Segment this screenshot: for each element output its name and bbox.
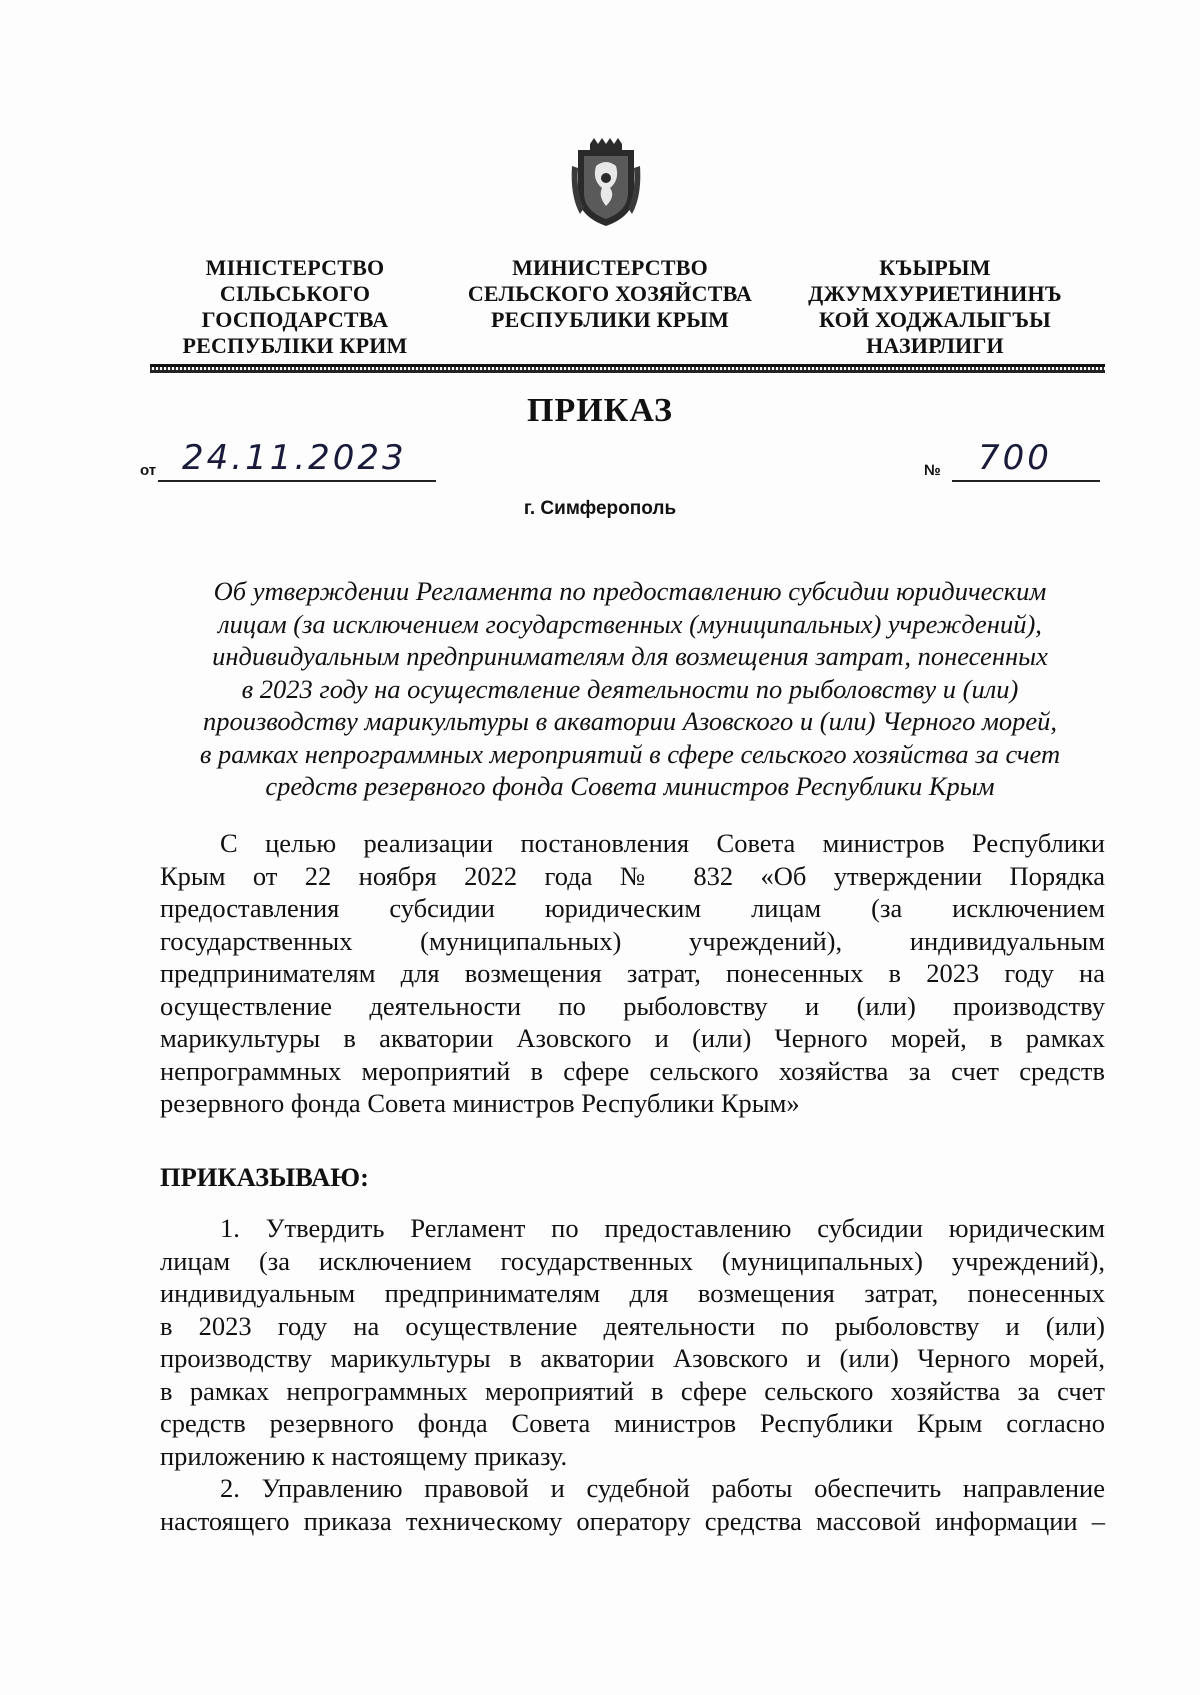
text-line: осуществление деятельности по рыболовству и (или) производству [160,990,1105,1021]
subject-line: индивидуальным предпринимателям для возмещения затрат, понесенных [212,641,1048,671]
header-line: РЕСПУБЛІКИ КРИМ [182,333,408,358]
text-line: лицам (за исключением государственных (муниципальных) учреждений), [160,1245,1105,1276]
handwritten-date: 24.11.2023 [182,438,407,478]
text-line: средств резервного фонда Совета министров Республики Крым согласно [160,1408,1105,1438]
subject-line: Об утверждении Регламента по предоставлению субсидии юридическим [213,576,1047,606]
text-line: в рамках непрограммных мероприятий в сфере сельского хозяйства за счет [160,1375,1105,1406]
header-line: СІЛЬСЬКОГО [219,281,371,306]
text-line: резервного фонда Совета министров Республики Крым» [160,1088,800,1118]
header-line: РЕСПУБЛИКИ КРЫМ [490,307,730,332]
text-line: государственных (муниципальных) учреждений), индивидуальным [160,925,1105,956]
subject-line: в 2023 году на осуществление деятельности по рыболовству и (или) [241,673,1019,704]
header-line: ГОСПОДАРСТВА [201,307,389,332]
text-line: 1. Утвердить Регламент по предоставлению субсидии юридическим [220,1213,1105,1243]
header-line: СЕЛЬСКОГО ХОЗЯЙСТВА [467,281,753,306]
order-directive-heading: ПРИКАЗЫВАЮ: [160,1162,369,1192]
order-item-2 [160,1472,1105,1537]
text-line: марикультуры в акватории Азовского и (или) Черного морей, в рамках [160,1023,1105,1053]
header-ministry-crimean-tatar [790,255,1080,359]
number-prefix-label: № [924,462,941,479]
header-line: ДЖУМХУРИЕТИНИНЪ [808,281,1062,306]
text-line: Крым от 22 ноября 2022 года № 832 «Об утверждении Порядка [160,860,1105,891]
order-subject [150,575,1110,803]
header-line: КЪЫРЫМ [879,255,991,280]
order-item-1 [160,1212,1105,1472]
subject-line: производству марикультуры в акватории Азовского и (или) Черного морей, [202,706,1058,736]
subject-line: средств резервного фонда Совета министров Республики Крым [265,771,995,801]
text-line: 2. Управлению правовой и судебной работы обеспечить направление [220,1473,1105,1503]
text-line: производству марикультуры в акватории Азовского и (или) Черного морей, [160,1343,1105,1373]
text-line: предоставления субсидии юридическим лицам (за исключением [160,893,1105,923]
header-line: МІНІСТЕРСТВО [205,255,385,280]
header-divider [150,364,1105,373]
header-ministry-russian [445,255,775,333]
date-prefix-label: от [140,462,157,479]
text-line: непрограммных мероприятий в сфере сельского хозяйства за счет средств [160,1055,1105,1086]
subject-line: лицам (за исключением государственных (муниципальных) учреждений), [218,608,1042,639]
text-line: предпринимателям для возмещения затрат, понесенных в 2023 году на [160,958,1105,988]
handwritten-number: 700 [978,438,1052,478]
text-line: индивидуальным предпринимателям для возмещения затрат, понесенных [160,1278,1105,1308]
coat-of-arms-emblem [570,136,642,228]
preamble-paragraph [160,827,1105,1120]
text-line: приложению к настоящему приказу. [160,1440,568,1471]
document-type-title: ПРИКАЗ [527,392,673,429]
text-line: С целью реализации постановления Совета министров Республики [220,828,1105,858]
subject-line: в рамках непрограммных мероприятий в сфере сельского хозяйства за счет [199,738,1061,769]
header-line: НАЗИРЛИГИ [866,333,1004,358]
header-line: МИНИСТЕРСТВО [512,255,708,280]
text-line: в 2023 году на осуществление деятельности по рыболовству и (или) [160,1310,1105,1341]
header-ministry-ukrainian [165,255,425,359]
text-line: настоящего приказа техническому оператору средства массовой информации – [160,1505,1105,1536]
header-line: КОЙ ХОДЖАЛЫГЪЫ [819,307,1051,332]
city-label: г. Симферополь [523,498,677,519]
